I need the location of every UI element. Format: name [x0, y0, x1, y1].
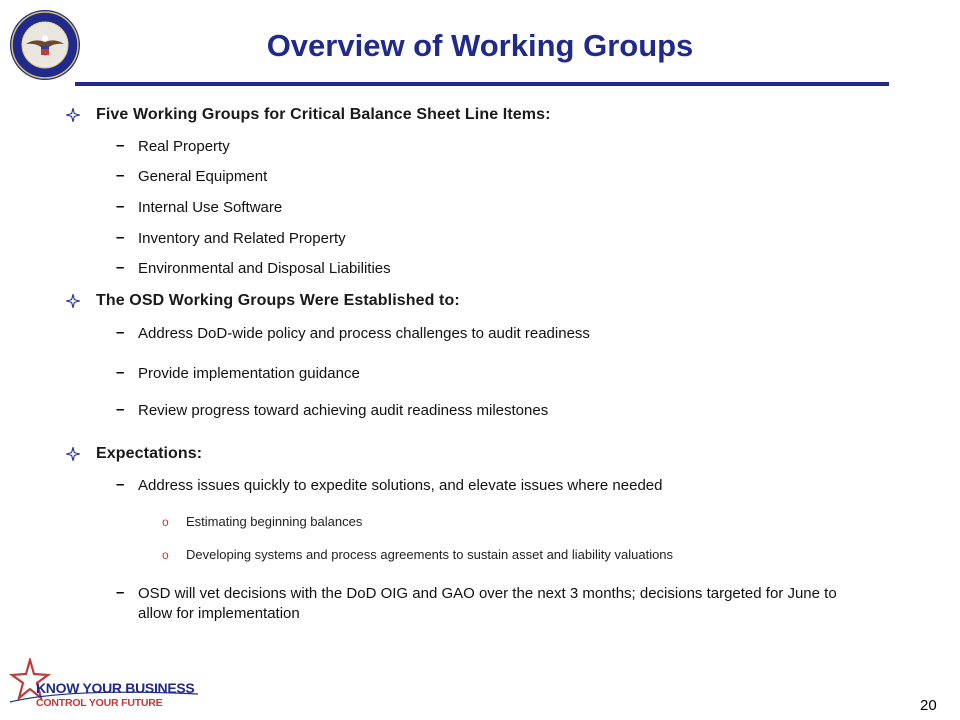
- dash-bullet: –: [116, 324, 125, 341]
- page-title: Overview of Working Groups: [266, 28, 694, 63]
- dash-bullet: –: [116, 401, 125, 418]
- list-item: General Equipment: [138, 168, 268, 185]
- list-item: OSD will vet decisions with the DoD OIG and GAO over the next 3 months; decisions targeted for June to allow for implementation: [138, 585, 837, 622]
- list-item: Real Property: [138, 138, 230, 155]
- dash-bullet: –: [116, 167, 125, 184]
- logo-text-primary: KNOW YOUR BUSINESS: [36, 680, 195, 696]
- logo-text-secondary: CONTROL YOUR FUTURE: [36, 697, 163, 709]
- dash-bullet: –: [116, 476, 125, 493]
- page-number: 20: [920, 697, 937, 714]
- four-point-star-icon: [66, 108, 80, 122]
- sub-list-item: Estimating beginning balances: [186, 514, 363, 529]
- dash-bullet: –: [116, 364, 125, 381]
- sub-list-item: Developing systems and process agreements to sustain asset and liability valuations: [186, 547, 674, 562]
- four-point-star-icon: [66, 294, 80, 308]
- list-item: Address issues quickly to expedite solutions, and elevate issues where needed: [138, 477, 663, 494]
- section-heading-working-groups: Five Working Groups for Critical Balance Sheet Line Items:: [96, 106, 551, 123]
- four-point-star-icon: [66, 447, 80, 461]
- list-item: Inventory and Related Property: [138, 230, 346, 247]
- dash-bullet: –: [116, 137, 125, 154]
- section-heading-expectations: Expectations:: [96, 445, 203, 462]
- list-item: Review progress toward achieving audit readiness milestones: [138, 402, 549, 419]
- sub-bullet-marker: o: [162, 548, 169, 562]
- dash-bullet: –: [116, 229, 125, 246]
- sub-bullet-marker: o: [162, 515, 169, 529]
- list-item: Address DoD-wide policy and process challenges to audit readiness: [138, 325, 590, 342]
- list-item: Environmental and Disposal Liabilities: [138, 260, 391, 277]
- list-item: Provide implementation guidance: [138, 365, 360, 382]
- dash-bullet: –: [116, 198, 125, 215]
- dash-bullet: –: [116, 259, 125, 276]
- dash-bullet: –: [116, 584, 125, 601]
- section-heading-established-to: The OSD Working Groups Were Established to:: [96, 292, 460, 309]
- list-item: Internal Use Software: [138, 199, 283, 216]
